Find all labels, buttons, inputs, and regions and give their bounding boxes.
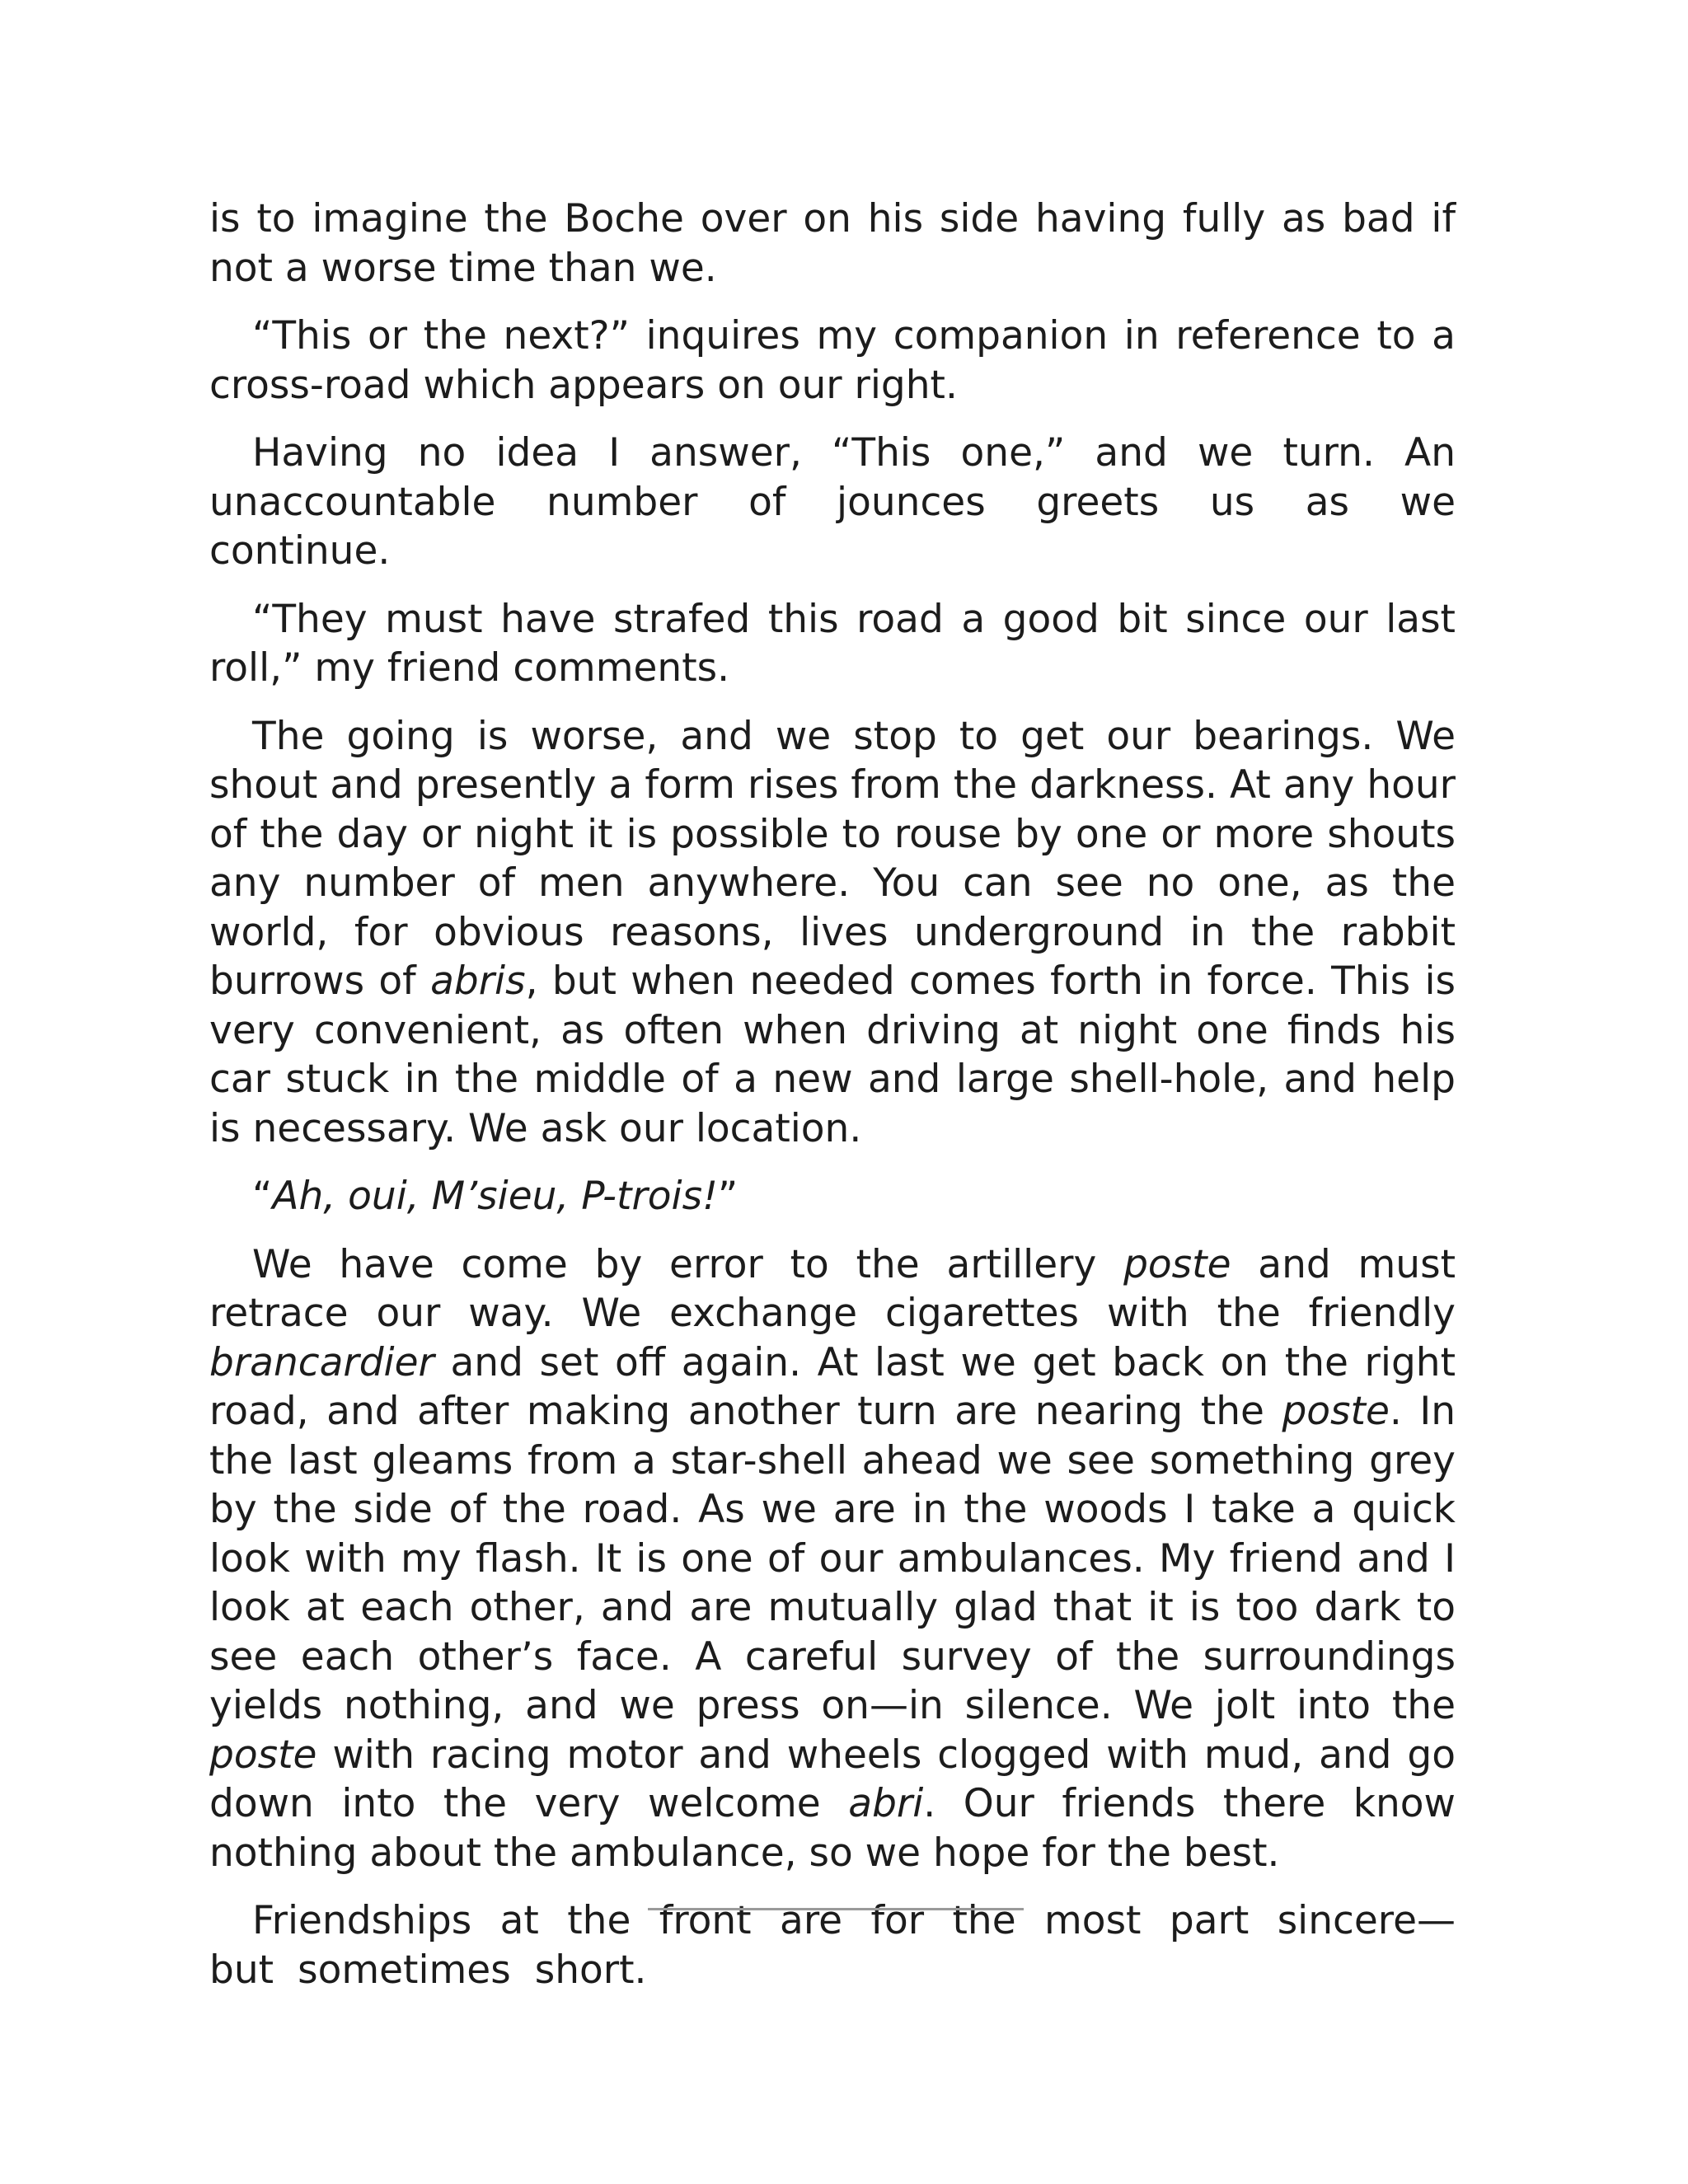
text-segment: . Our friends there know nothing about the ambulance, so we hope for the best. bbox=[209, 1781, 1456, 1876]
text-segment: “They must have strafed this road a good bit since our last roll,” my friend comments. bbox=[209, 596, 1456, 691]
text-segment: The going is worse, and we stop to get our bearings. We shout and presently a form rises from the darkness. At any hour of the day or night it is possible to rouse by one or more shouts any number of men anywhere. You can see no one, as the world, for obvious reasons, lives underground in the rabbit burrows of bbox=[209, 713, 1456, 1004]
paragraph bbox=[209, 1896, 1456, 1994]
text-segment: with racing motor and wheels clogged with mud, and go down into the very welcome bbox=[209, 1732, 1456, 1826]
text-segment: “ bbox=[252, 1174, 273, 1219]
text-segment: “This or the next?” inquires my companion in reference to a cross-road which appears on our right. bbox=[209, 313, 1456, 408]
text-segment: We have come by error to the artillery bbox=[252, 1241, 1124, 1287]
text-segment: is to imagine the Boche over on his side having fully as bad if not a worse time than we. bbox=[209, 196, 1456, 291]
italic-text: abris bbox=[430, 958, 526, 1004]
text-segment: . In the last gleams from a star-shell ahead we see something grey by the side of the road. As we are in the woods I take a quick look with my flash. It is one of our ambulances. My friend and I look at each other, and are mutually glad that it is too dark to see each other’s face. A careful survey of the surroundings yields nothing, and we press on—in silence. We jolt into the bbox=[209, 1389, 1456, 1728]
italic-text: Ah, oui, M’sieu, P-trois! bbox=[272, 1174, 718, 1219]
italic-text: poste bbox=[209, 1732, 317, 1778]
text-segment: Having no idea I answer, “This one,” and we turn. An unaccountable number of jounces greets us as we continue. bbox=[209, 430, 1456, 574]
paragraph bbox=[209, 1172, 1456, 1221]
paragraph bbox=[209, 1240, 1456, 1878]
text-segment: ” bbox=[717, 1174, 738, 1219]
paragraph bbox=[209, 595, 1456, 693]
italic-text: brancardier bbox=[209, 1339, 434, 1385]
italic-text: poste bbox=[1282, 1389, 1390, 1434]
paragraph bbox=[209, 312, 1456, 410]
text-segment: and must retrace our way. We exchange cigarettes with the friendly bbox=[209, 1241, 1456, 1336]
text-body bbox=[209, 194, 1456, 1994]
italic-text: poste bbox=[1123, 1241, 1231, 1287]
text-segment: , but when needed comes forth in force. This is very convenient, as often when driving at night one finds his car stuck in the middle of a new and large shell-hole, and help is necessary. We ask our location. bbox=[209, 958, 1456, 1151]
text-segment: Friendships at the front are for the most part sincere—but sometimes short. bbox=[209, 1898, 1456, 1993]
paragraph bbox=[209, 194, 1456, 293]
section-divider bbox=[648, 1908, 1024, 1910]
paragraph bbox=[209, 712, 1456, 1154]
paragraph bbox=[209, 429, 1456, 576]
book-page bbox=[209, 194, 1456, 2013]
text-segment: and set off again. At last we get back on the right road, and after making another turn are nearing the bbox=[209, 1339, 1456, 1434]
italic-text: abri bbox=[848, 1781, 924, 1826]
